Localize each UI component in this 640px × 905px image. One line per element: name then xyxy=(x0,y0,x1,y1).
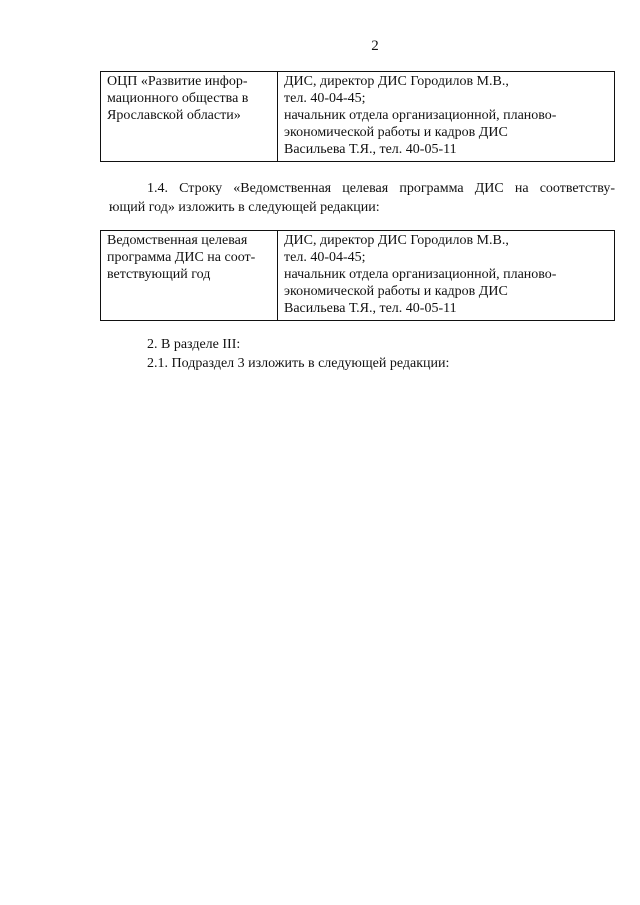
cell-line: ветствующий год xyxy=(107,267,211,282)
cell-line: начальник отдела организационной, планово- xyxy=(284,267,557,282)
cell-line: мационного общества в xyxy=(107,91,249,106)
cell-line: экономической работы и кадров ДИС xyxy=(284,284,508,299)
table-cell-responsible xyxy=(278,72,615,162)
cell-line: начальник отдела организационной, планово- xyxy=(284,108,557,123)
cell-line: экономической работы и кадров ДИС xyxy=(284,125,508,140)
table-row xyxy=(101,72,615,162)
cell-line: Ведомственная целевая xyxy=(107,233,248,248)
table-row xyxy=(101,231,615,321)
responsibility-table-1 xyxy=(100,71,615,162)
paragraph-line: 2.1. Подраздел 3 изложить в следующей редакции: xyxy=(147,356,450,371)
cell-line: ДИС, директор ДИС Городилов М.В., xyxy=(284,74,509,89)
paragraph-line: 2. В разделе III: xyxy=(147,337,241,352)
paragraph-line: 1.4. Строку «Ведомственная целевая программа ДИС на соответству- xyxy=(147,181,615,196)
cell-line: Васильева Т.Я., тел. 40-05-11 xyxy=(284,301,457,316)
section-2-items xyxy=(109,335,615,373)
cell-line: тел. 40-04-45; xyxy=(284,91,366,106)
cell-line: Ярославской области» xyxy=(107,108,241,123)
cell-line: программа ДИС на соот- xyxy=(107,250,256,265)
responsibility-table-2 xyxy=(100,230,615,321)
page-number: 2 xyxy=(371,38,379,54)
cell-line: тел. 40-04-45; xyxy=(284,250,366,265)
paragraph-1-4 xyxy=(109,179,615,217)
cell-line: ОЦП «Развитие инфор- xyxy=(107,74,248,89)
cell-line: Васильева Т.Я., тел. 40-05-11 xyxy=(284,142,457,157)
table-cell-program xyxy=(101,231,278,321)
paragraph-line: ющий год» изложить в следующей редакции: xyxy=(109,200,380,215)
cell-line: ДИС, директор ДИС Городилов М.В., xyxy=(284,233,509,248)
table-cell-program xyxy=(101,72,278,162)
table-cell-responsible xyxy=(278,231,615,321)
